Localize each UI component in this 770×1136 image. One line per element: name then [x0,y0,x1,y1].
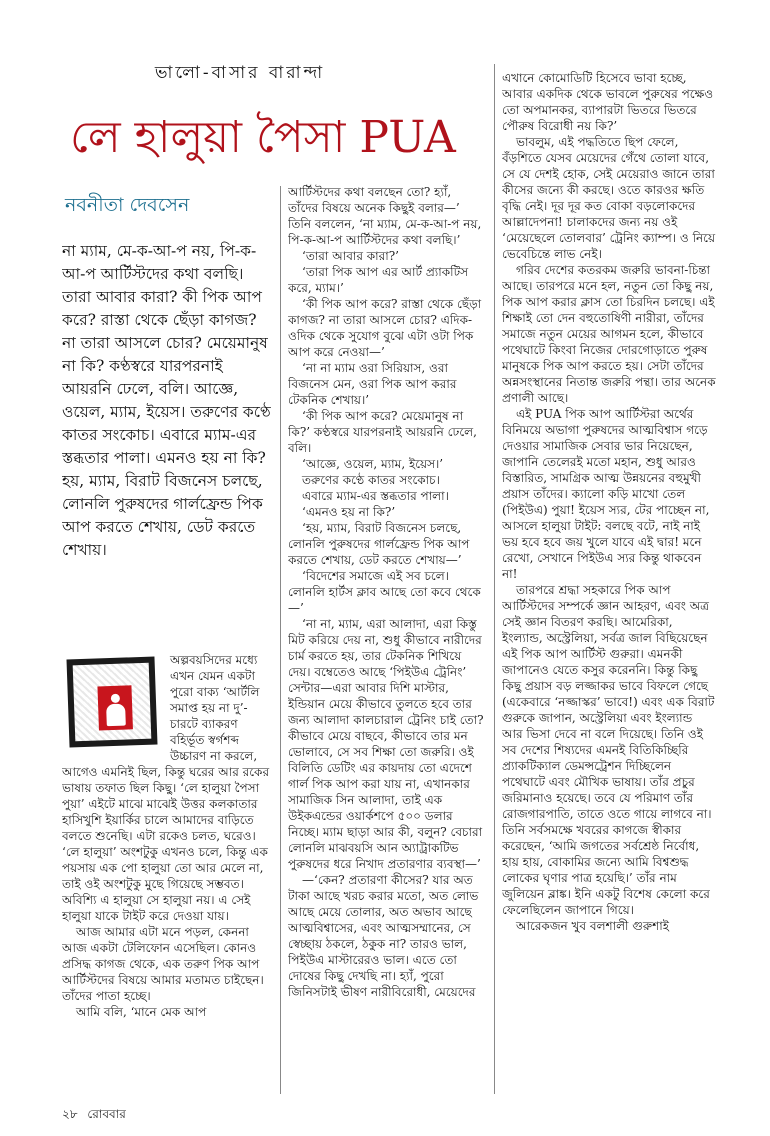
article-title: লে হালুয়া পৈসা PUA [70,112,456,163]
paragraph: ‘না না ম্যাম ওরা সিরিয়াস, ওরা বিজনেস মেন, ওরা পিক আপ করার টেকনিক শেখায়।’ [288,361,457,407]
paragraph: ‘এমনও হয় না কি?’ [302,505,396,519]
framed-picture [66,656,157,747]
paragraph: তরুণের কণ্ঠে কাতর সংকোচ। [302,473,440,487]
paragraph: ‘কী পিক আপ করে? রাস্তা থেকে ছেঁড়া কাগজ? না তারা আসলে চোর? এদিক-ওদিক থেকে সুযোগ বুঝে এটা ওটা পিক আপ করে নেওয়া—’ [288,297,482,359]
lead-paragraph [62,240,274,610]
paragraph: ‘বিদেশের সমাজে এই সব চলে। লোনলি হার্টস ক্লাব আছে তো কবে থেকে—’ [288,569,481,615]
illustration [62,652,162,752]
paragraph: আজ আমার এটা মনে পড়ল, কেননা আজ একটা টেলিফোন এসেছিল। কোনও প্রসিদ্ধ কাগজ থেকে, এক তরুণ পিক আপ আর্টিস্টদের বিষয়ে আমার মতামত চাইছেন। তাঁদের পাতা হচ্ছে। [62,925,264,1003]
column-a [62,652,274,1092]
lead-text: না ম্যাম, মে-ক-আ-প নয়, পি-ক-আ-প আর্টিস্টদের কথা বলছি। তারা আবার কারা? কী পিক আপ করে? রাস্তা থেকে ছেঁড়া কাগজ? না তারা আসলে চোর? মেয়েমানুষ না কি? কণ্ঠস্বরে যারপরনাই আয়রনি ঢেলে, বলি। আজ্ঞে, ওয়েল, ম্যাম, ইয়েস। তরুণের কণ্ঠে কাতর সংকোচ। এবারে ম্যাম-এর স্তব্ধতার পালা। এমনও হয় না কি? হয়, ম্যাম, বিরাট বিজনেস চলছে, লোনলি পুরুষদের গার্লফ্রেন্ড পিক আপ করতে শেখায়, ডেট করতে শেখায়। [62,242,271,559]
paragraph: ‘হয়, ম্যাম, বিরাট বিজনেস চলছে, লোনলি পুরুষদের গার্লফ্রেন্ড পিক আপ করতে শেখায়, ডেট করতে শেখায়—’ [288,521,470,567]
column-c [502,70,716,1094]
paragraph: ‘না না, ম্যাম, এরা আলাদা, এরা কিস্তু মিট করিয়ে দেয় না, শুধু কীভাবে নারীদের চার্ম করতে হয়, তার টেকনিক শিখিয়ে দেয়। বম্বেতেও আছে ‘পিইউএ ট্রেনিং’ সেন্টার—এরা আবার দিশি মাস্টার, ইন্ডিয়ান মেয়ে কীভাবে তুলতে হবে তার জন্য আলাদা কালচারাল ট্রেনিং চাই তো? কীভাবে মেয়ে বাছবে, কীভাবে তার মন ভোলাবে, সে সব শিক্ষা তো জরুরি। ওই বিলিতি ডেটিং এর কায়দায় তো এদেশে গার্ল পিক আপ করা যায় না, এখানকার সামাজিক সিন আলাদা, তাই এক উইকএন্ডের ওয়ার্কশপে ৫০০ ডলার নিচ্ছে। ম্যাম ছাড়া আর কী, বলুন? বেচারা লোনলি মাঝবয়সি আন অ্যাট্রাকটিভ পুরুষদের ধরে নিখাদ প্রতারণার ব্যবস্থা—’ [288,617,484,871]
author-name: নবনীতা দেবসেন [65,194,190,216]
column-b [288,184,484,1094]
paragraph: এখানে কোমোডিটি হিসেবে ভাবা হচ্ছে, আবার একদিক থেকে ভাবলে পুরুষের পক্ষেও তো অপমানকর, ব্যাপারটা ভিতরে ভিতরে পৌরুষ বিরোধী নয় কি?’ [502,71,714,133]
paragraph: ‘কী পিক আপ করে? মেয়েমানুষ না কি?’ কণ্ঠস্বরে যারপরনাই আয়রনি ঢেলে, বলি। [288,409,477,455]
paragraph: আর্টিস্টদের কথা বলছেন তো? হ্যাঁ, তাঁদের বিষয়ে অনেক কিছুই বলার—’ তিনি বললেন, ‘না ম্যাম, মে-ক-আ-প নয়, পি-ক-আ-প আর্টিস্টদের কথা বলছি।’ [288,185,482,247]
paragraph: অল্পবয়সিদের মধ্যে এখন যেমন একটা পুরো বাক্য ‘আর্টলি সমাপ্ত হয় না দু’-চারটে ব্যাকরণ বহির্ভূত স্বর্গশব্দ উচ্চারণ না করলে, আগেও এমনিই ছিল, কিন্তু ঘরের আর রকের ভাষায় তফাত ছিল কিছু। ‘লে হালুয়া পৈসা পুয়া’ এইটে মাঝে মাঝেই উত্তর কলকাতার হাসিখুশি ইয়ার্কির চালে আমাদের বাড়িতে বলতে শুনেছি। এটা রকেও চলত, ঘরেও। ‘লে হালুয়া’ অংশটুকু এখনও চলে, কিন্তু এক পয়সায় এক পো হালুয়া তো আর মেলে না, তাই ওই অংশটুকু মুছে গিয়েছে সম্ভবত। অবিশ্যি এ হালুয়া সে হালুয়া নয়। এ সেই হালুয়া যাকে টাইট করে দেওয়া যায়। [62,653,270,923]
paragraph: ‘তারা পিক আপ এর আর্ট প্র্যাকটিস করে, ম্যাম।’ [288,265,469,295]
paragraph: ‘আজ্ঞে, ওয়েল, ম্যাম, ইয়েস।’ [302,457,444,471]
paragraph: আরেকজন খুব বলশালী গুরুশাই [516,919,669,933]
magazine-name: রোববার [87,1107,126,1121]
page-number: ২৮ [62,1107,78,1121]
paragraph: আমি বলি, ‘মানে মেক আপ [76,1005,207,1019]
page-footer [62,1106,126,1126]
paragraph: গরিব দেশের কতরকম জরুরি ভাবনা-চিন্তা আছে। তারপরে মনে হল, নতুন তো কিছু নয়, পিক আপ করার ক্লাস তো চিরদিন চলছে। এই শিক্ষাই তো দেন বহুতোষিণী নারীরা, তাঁদের সমাজে নতুন মেয়ের আগমন হলে, কীভাবে পথেঘাটে কিংবা নিজের দোরগোড়াতে পুরুষ মানুষকে পিক আপ করতে হয়। সেটা তাঁদের অন্নসংস্থানের নিতান্ত জরুরি পন্থা। তার অনেক প্রণালী আছে। [502,263,716,405]
paragraph: ‘তারা আবার কারা?’ [302,249,399,263]
paragraph: —‘কেন? প্রতারণা কীসের? যার অত টাকা আছে খরচ করার মতো, অত লোভ আছে মেয়ে তোলার, অত অভাব আছে আত্মবিশ্বাসের, এবং আত্মসম্মানের, সে স্বেচ্ছায় ঠকলে, ঠকুক না? তারও ভাল, পিইউএ মাস্টারেরও ভাল। এতে তো দোষের কিছু দেখছি না। হ্যাঁ, পুরো জিনিসটাই ভীষণ নারীবিরোধী, মেয়েদের [288,873,479,999]
column-divider [280,186,281,1094]
paragraph: ভাবলুম, এই পদ্ধতিতে ছিপ ফেলে, বঁড়শিতে যেসব মেয়েদের গেঁথে তোলা যাবে, সে যে দেশই হোক, সেই মেয়েরাও জানে তারা কীসের জন্যে কী করছে। ওতে কারওর ক্ষতি বৃদ্ধি নেই। দূর দূর কত বোকা বড়লোকদের আল্লাদেপনা! চালাকদের জন্য নয় ওই ‘মেয়েছেলে তোলবার’ ট্রেনিং ক্যাম্প। ও নিয়ে ভেবেচিন্তে লাভ নেই। [502,135,716,261]
person-figure-icon [97,685,133,730]
paragraph: এবারে ম্যাম-এর স্তব্ধতার পালা। [302,489,449,503]
paragraph: তারপরে শ্রদ্ধা সহকারে পিক আপ আর্টিস্টদের সম্পর্কে জ্ঞান আহরণ, এবং অত্র সেই জ্ঞান বিতরণ করছি। আমেরিকা, ইংল্যান্ড, অস্ট্রেলিয়া, সর্বত্র জাল বিছিয়েছেন এই পিক আপ আর্টিস্ট গুরুরা। এমনকী জাপানেও যেতে কসুর করেননি। কিন্তু কিছু কিছু প্রয়াস বড় লজ্জাকর ভাবে বিফলে গেছে (একেবারে ‘নজ্জাস্কর’ ভাবে!) এবং এক বিরাট গুরুকে জাপান, অস্ট্রেলিয়া এবং ইংল্যান্ড আর ভিসা দেবে না বলে দিয়েছে। তিনি ওই সব দেশের শিষ্যদের এমনই বিতিকিচ্ছিরি প্র্যাকটিক্যাল ডেমন্সট্রেশন দিচ্ছিলেন পথেঘাটে এবং মৌখিক ভাষায়। তাঁর প্রচুর জরিমানাও হয়েছে। তবে যে পরিমাণ তাঁর রোজগারপাতি, তাতে ওতে গায়ে লাগবে না। তিনি সর্বসমক্ষে খবরের কাগজে স্বীকার করেছেন, ‘আমি জগতের সর্বশ্রেষ্ঠ নির্বোধ, হায় হায়, বোকামির জন্যে আমি বিশ্বশুদ্ধ লোকের ঘৃণার পাত্র হয়েছি।’ তাঁর নাম জুলিয়েন ব্লাঙ্ক। ইনি একটু বিশেষ কেলো করে ফেলেছিলেন জাপানে গিয়ে। [502,583,715,917]
paragraph: এই PUA পিক আপ আর্টিস্টরা অর্থের বিনিময়ে অভাগা পুরুষদের আত্মবিশ্বাস গড়ে দেওয়ার সামাজিক সেবার ভার নিয়েছেন, জাপানি তেলেরই মতো মহান, শুধু আরও বিস্তারিত, সামগ্রিক আত্ম উন্নয়নের বহুমুখী প্রয়াস তাঁদের। ক্যালো কড়ি মাখো তেল (পিইউএ) পুয়া! ইয়েস স্যর, টের পাচ্ছেন না, আসলে হালুয়া টাইট: বলছে বটে, নাই নাই ভয় হবে হবে জয় খুলে যাবে এই দ্বার! মনে রেখো, সেখানে পিইউএ স্যর কিন্তু থাকবেন না! [502,407,710,581]
section-header: ভালো-বাসার বারান্দা [154,63,326,83]
column-divider [494,64,495,1094]
